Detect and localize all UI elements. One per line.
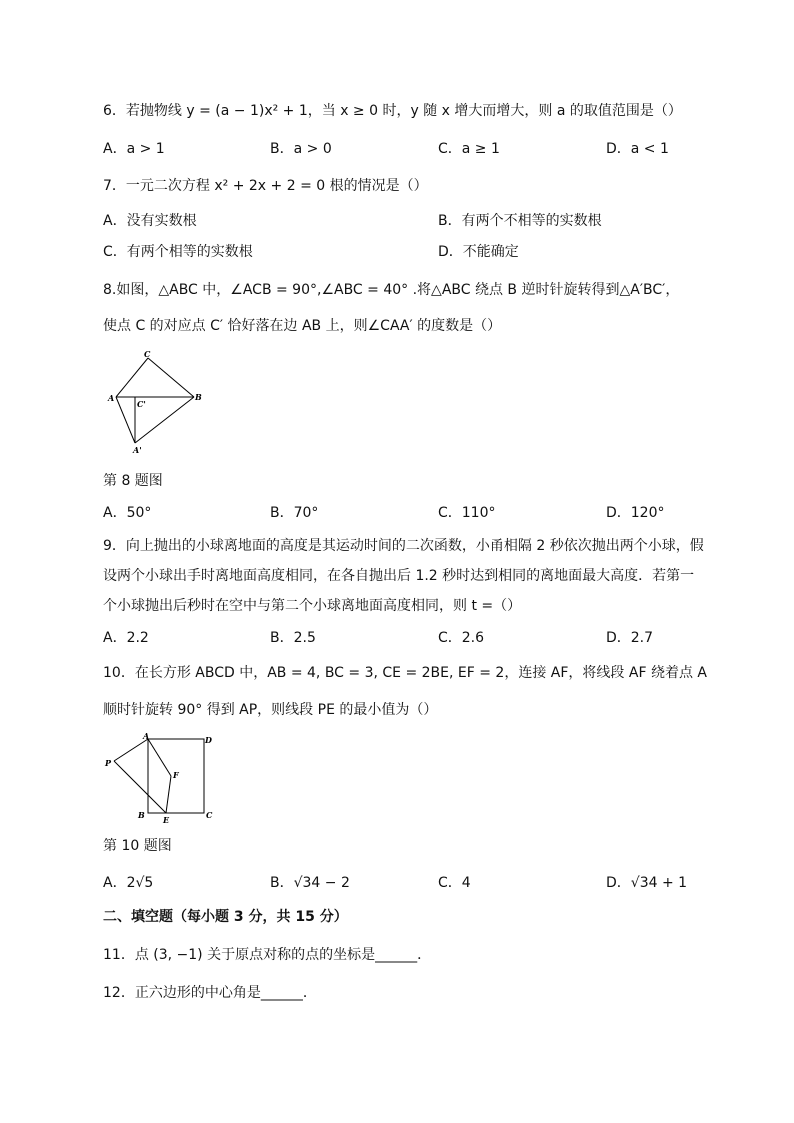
q10-stem-line1: 10．在长方形 ABCD 中，AB = 4, BC = 3, CE = 2BE, EF = 2，连接 AF，将线段 AF 绕着点 A — [103, 665, 707, 681]
q10-rectangle-figure — [100, 730, 220, 826]
q9-stem-line1: 9．向上抛出的小球离地面的高度是其运动时间的二次函数，小甬相隔 2 秒依次抛出两个小球，假 — [103, 538, 704, 554]
q8-options — [103, 503, 703, 523]
q10-option-d[interactable]: D．√34 + 1 — [606, 875, 688, 891]
q9-stem-line3: 个小球抛出后秒时在空中与第二个小球离地面高度相同，则 t =（） — [103, 598, 522, 614]
q7-option-b[interactable]: B．有两个不相等的实数根 — [438, 213, 602, 229]
q7-option-a[interactable]: A．没有实数根 — [103, 213, 197, 229]
q10-caption: 第 10 题图 — [103, 838, 172, 854]
q11-stem: 11．点 (3, −1) 关于原点对称的点的坐标是______． — [103, 947, 432, 963]
q7-options-row1 — [103, 211, 703, 231]
q10-label-p: P — [105, 758, 112, 768]
q6-option-c[interactable]: C．a ≥ 1 — [438, 141, 500, 157]
q6-options — [103, 139, 703, 159]
q8-label-c: C — [144, 349, 151, 359]
q7-option-d[interactable]: D．不能确定 — [438, 244, 519, 260]
q6-option-b[interactable]: B．a > 0 — [270, 141, 332, 157]
q7-options-row2 — [103, 242, 703, 262]
q10-option-b[interactable]: B．√34 − 2 — [270, 875, 350, 891]
section2-title: 二、填空题（每小题 3 分，共 15 分） — [103, 909, 348, 925]
q12-stem: 12．正六边形的中心角是______． — [103, 985, 317, 1001]
q8-label-b: B — [195, 392, 202, 402]
q10-option-a[interactable]: A．2√5 — [103, 875, 154, 891]
q9-option-b[interactable]: B．2.5 — [270, 630, 316, 646]
q10-label-c: C — [206, 810, 213, 820]
q8-stem-line2: 使点 C 的对应点 C′ 恰好落在边 AB 上，则∠CAA′ 的度数是（） — [103, 318, 502, 334]
q7-option-c[interactable]: C．有两个相等的实数根 — [103, 244, 253, 260]
q6-stem: 6．若抛物线 y = (a − 1)x² + 1，当 x ≥ 0 时，y 随 x 增大而增大，则 a 的取值范围是（） — [103, 103, 682, 119]
q8-label-a-prime: A' — [133, 445, 142, 455]
q9-stem-line2: 设两个小球出手时离地面高度相同，在各自抛出后 1.2 秒时达到相同的离地面最大高度．若第一 — [103, 568, 695, 584]
q10-label-a: A — [143, 731, 150, 741]
q8-triangle-figure — [106, 346, 206, 458]
q7-stem: 7．一元二次方程 x² + 2x + 2 = 0 根的情况是（） — [103, 178, 428, 194]
q8-stem-line1: 8.如图，△ABC 中，∠ACB = 90°,∠ABC = 40° .将△ABC 绕点 B 逆时针旋转得到△A′BC′， — [103, 282, 680, 298]
q9-option-c[interactable]: C．2.6 — [438, 630, 485, 646]
q9-options — [103, 628, 703, 648]
q8-option-a[interactable]: A．50° — [103, 505, 152, 521]
q10-label-d: D — [205, 735, 212, 745]
q10-option-c[interactable]: C．4 — [438, 875, 471, 891]
q8-option-c[interactable]: C．110° — [438, 505, 496, 521]
q10-label-b: B — [138, 810, 145, 820]
q8-option-b[interactable]: B．70° — [270, 505, 319, 521]
q10-label-e: E — [163, 815, 170, 825]
q10-options — [103, 873, 703, 893]
q8-option-d[interactable]: D．120° — [606, 505, 665, 521]
q6-option-a[interactable]: A．a > 1 — [103, 141, 165, 157]
q8-label-a: A — [108, 393, 115, 403]
q9-option-d[interactable]: D．2.7 — [606, 630, 654, 646]
q8-label-c-prime: C' — [137, 399, 146, 409]
q10-label-f: F — [173, 770, 179, 780]
q10-stem-line2: 顺时针旋转 90° 得到 AP，则线段 PE 的最小值为（） — [103, 702, 438, 718]
q9-option-a[interactable]: A．2.2 — [103, 630, 149, 646]
q6-option-d[interactable]: D．a < 1 — [606, 141, 669, 157]
q8-caption: 第 8 题图 — [103, 473, 163, 489]
